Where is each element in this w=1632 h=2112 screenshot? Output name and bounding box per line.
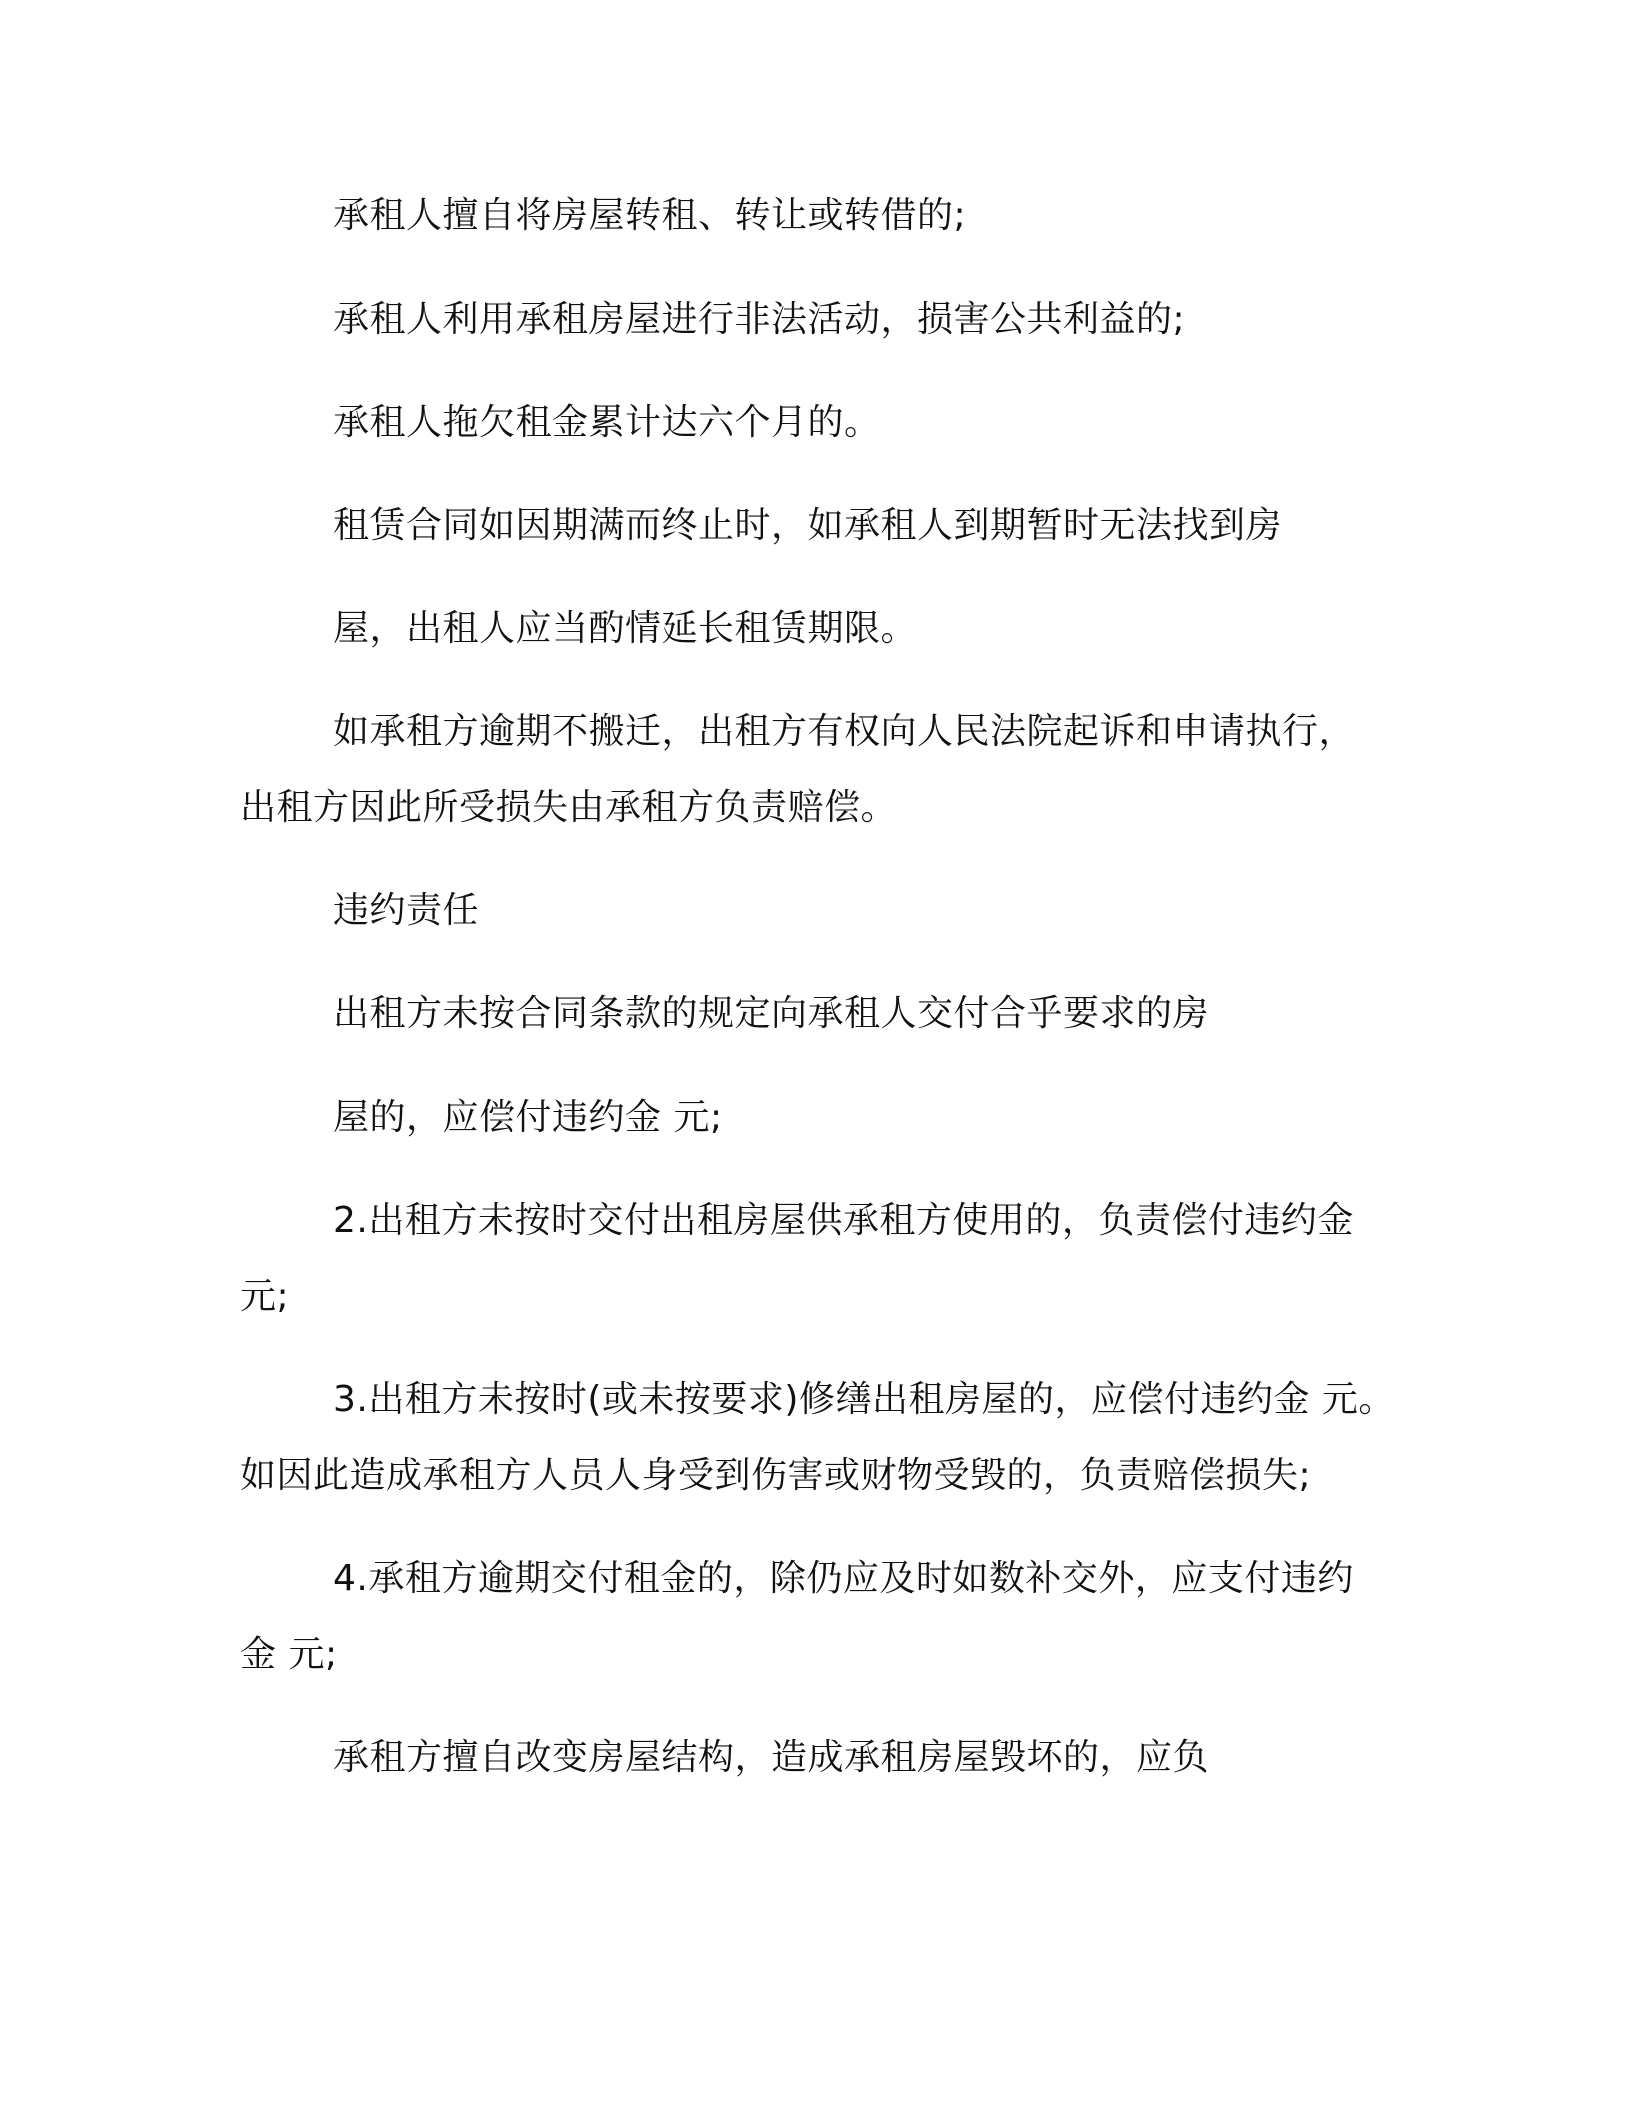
text-line: 承租人擅自将房屋转租、转让或转借的; [333, 195, 967, 236]
text-line: 如承租方逾期不搬迁，出租方有权向人民法院起诉和申请执行， [333, 711, 1356, 752]
text-line: 出租方未按合同条款的规定向承租人交付合乎要求的房 [333, 993, 1210, 1034]
text-line: 承租人拖欠租金累计达六个月的。 [333, 402, 881, 443]
text-line: 金 元; [240, 1634, 338, 1675]
text-line: 屋的，应偿付违约金 元; [333, 1097, 723, 1138]
text-line: 承租方擅自改变房屋结构，造成承租房屋毁坏的，应负 [333, 1737, 1210, 1778]
text-line: 屋，出租人应当酌情延长租赁期限。 [333, 608, 918, 649]
section-heading: 违约责任 [333, 890, 480, 931]
text-line: 承租人利用承租房屋进行非法活动，损害公共利益的; [333, 299, 1186, 340]
text-line: 2.出租方未按时交付出租房屋供承租方使用的，负责偿付违约金 [333, 1200, 1354, 1241]
text-line: 如因此造成承租方人员人身受到伤害或财物受毁的，负责赔偿损失; [240, 1455, 1312, 1496]
text-line: 4.承租方逾期交付租金的，除仍应及时如数补交外，应支付违约 [333, 1558, 1354, 1599]
text-line: 元; [240, 1276, 290, 1317]
text-line: 租赁合同如因期满而终止时，如承租人到期暂时无法找到房 [333, 505, 1283, 546]
text-line: 3.出租方未按时(或未按要求)修缮出租房屋的，应偿付违约金 元。 [333, 1379, 1395, 1420]
text-line: 出租方因此所受损失由承租方负责赔偿。 [240, 787, 898, 828]
